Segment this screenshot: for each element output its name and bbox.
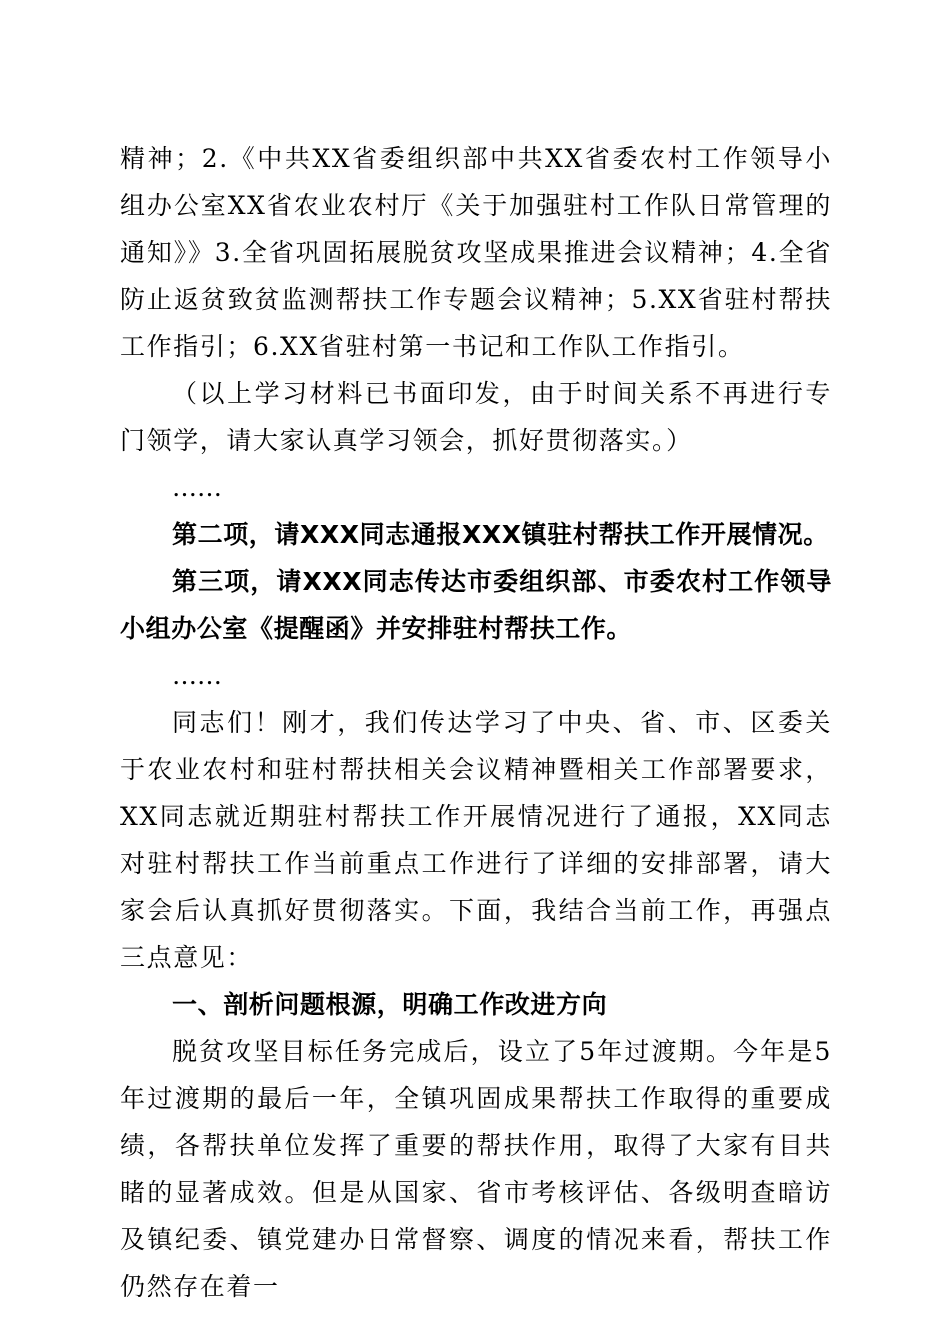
paragraph-materials-note: （以上学习材料已书面印发，由于时间关系不再进行专门领学，请大家认真学习领会，抓好贯彻落实。）	[120, 379, 832, 455]
ellipsis-1: ……	[172, 473, 222, 502]
paragraph-study-materials: 精神；2.《中共XX省委组织部中共XX省委农村工作领导小组办公室XX省农业农村厅《关于加强驻村工作队日常管理的通知》》3.全省巩固拓展脱贫攻坚成果推进会议精神；4.全省防止返贫致贫监测帮扶工作专题会议精神；5.XX省驻村帮扶工作指引；6.XX省驻村第一书记和工作队工作指引。	[120, 144, 832, 361]
ellipsis-2: ……	[172, 661, 222, 690]
document-body	[120, 135, 832, 1310]
agenda-item-3: 第三项，请XXX同志传达市委组织部、市委农村工作领导小组办公室《提醒函》并安排驻村帮扶工作。	[120, 567, 832, 643]
agenda-item-2: 第二项，请XXX同志通报XXX镇驻村帮扶工作开展情况。	[172, 520, 829, 549]
paragraph-summary: 同志们！刚才，我们传达学习了中央、省、市、区委关于农业农村和驻村帮扶相关会议精神暨相关工作部署要求，XX同志就近期驻村帮扶工作开展情况进行了通报，XX同志对驻村帮扶工作当前重点工作进行了详细的安排部署，请大家会后认真抓好贯彻落实。下面，我结合当前工作，再强点三点意见：	[120, 708, 832, 972]
section-heading-1: 一、剖析问题根源，明确工作改进方向	[172, 990, 608, 1019]
paragraph-section-1-body: 脱贫攻坚目标任务完成后，设立了5年过渡期。今年是5年过渡期的最后一年，全镇巩固成果帮扶工作取得的重要成绩，各帮扶单位发挥了重要的帮扶作用，取得了大家有目共睹的显著成效。但是从国家、省市考核评估、各级明查暗访及镇纪委、镇党建办日常督察、调度的情况来看，帮扶工作仍然存在着一	[120, 1037, 832, 1301]
